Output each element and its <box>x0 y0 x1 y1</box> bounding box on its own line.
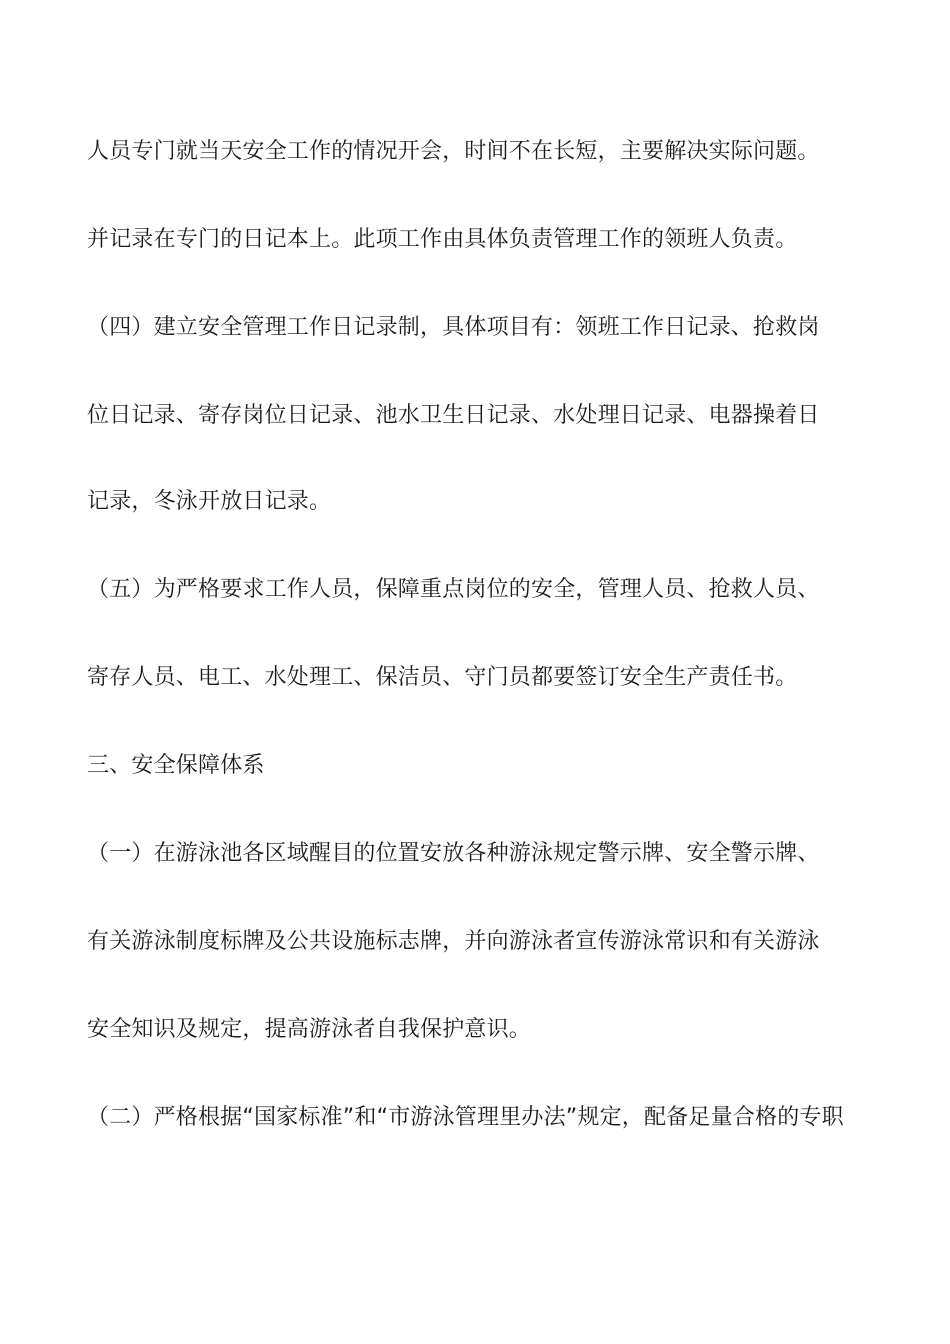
text-line-4: 位日记录、寄存岗位日记录、池水卫生日记录、水处理日记录、电器操着日 <box>87 403 820 428</box>
text-line-9: （一）在游泳池各区域醒目的位置安放各种游泳规定警示牌、安全警示牌、 <box>87 841 820 866</box>
text-line-11: 安全知识及规定，提高游泳者自我保护意识。 <box>87 1017 532 1042</box>
text-line-6: （五）为严格要求工作人员，保障重点岗位的安全，管理人员、抢救人员、 <box>87 577 820 602</box>
text-line-12: （二）严格根据“国家标准”和“市游泳管理里办法”规定，配备足量合格的专职 <box>87 1105 844 1130</box>
text-line-3: （四）建立安全管理工作日记录制，具体项目有：领班工作日记录、抢救岗 <box>87 315 820 340</box>
text-line-5: 记录，冬泳开放日记录。 <box>87 489 332 514</box>
text-line-1: 人员专门就当天安全工作的情况开会，时间不在长短，主要解决实际问题。 <box>87 139 820 164</box>
text-line-10: 有关游泳制度标牌及公共设施标志牌，并向游泳者宣传游泳常识和有关游泳 <box>87 929 820 954</box>
text-line-2: 并记录在专门的日记本上。此项工作由具体负责管理工作的领班人负责。 <box>87 227 798 252</box>
section-heading: 三、安全保障体系 <box>87 753 265 778</box>
text-line-7: 寄存人员、电工、水处理工、保洁员、守门员都要签订安全生产责任书。 <box>87 665 798 690</box>
